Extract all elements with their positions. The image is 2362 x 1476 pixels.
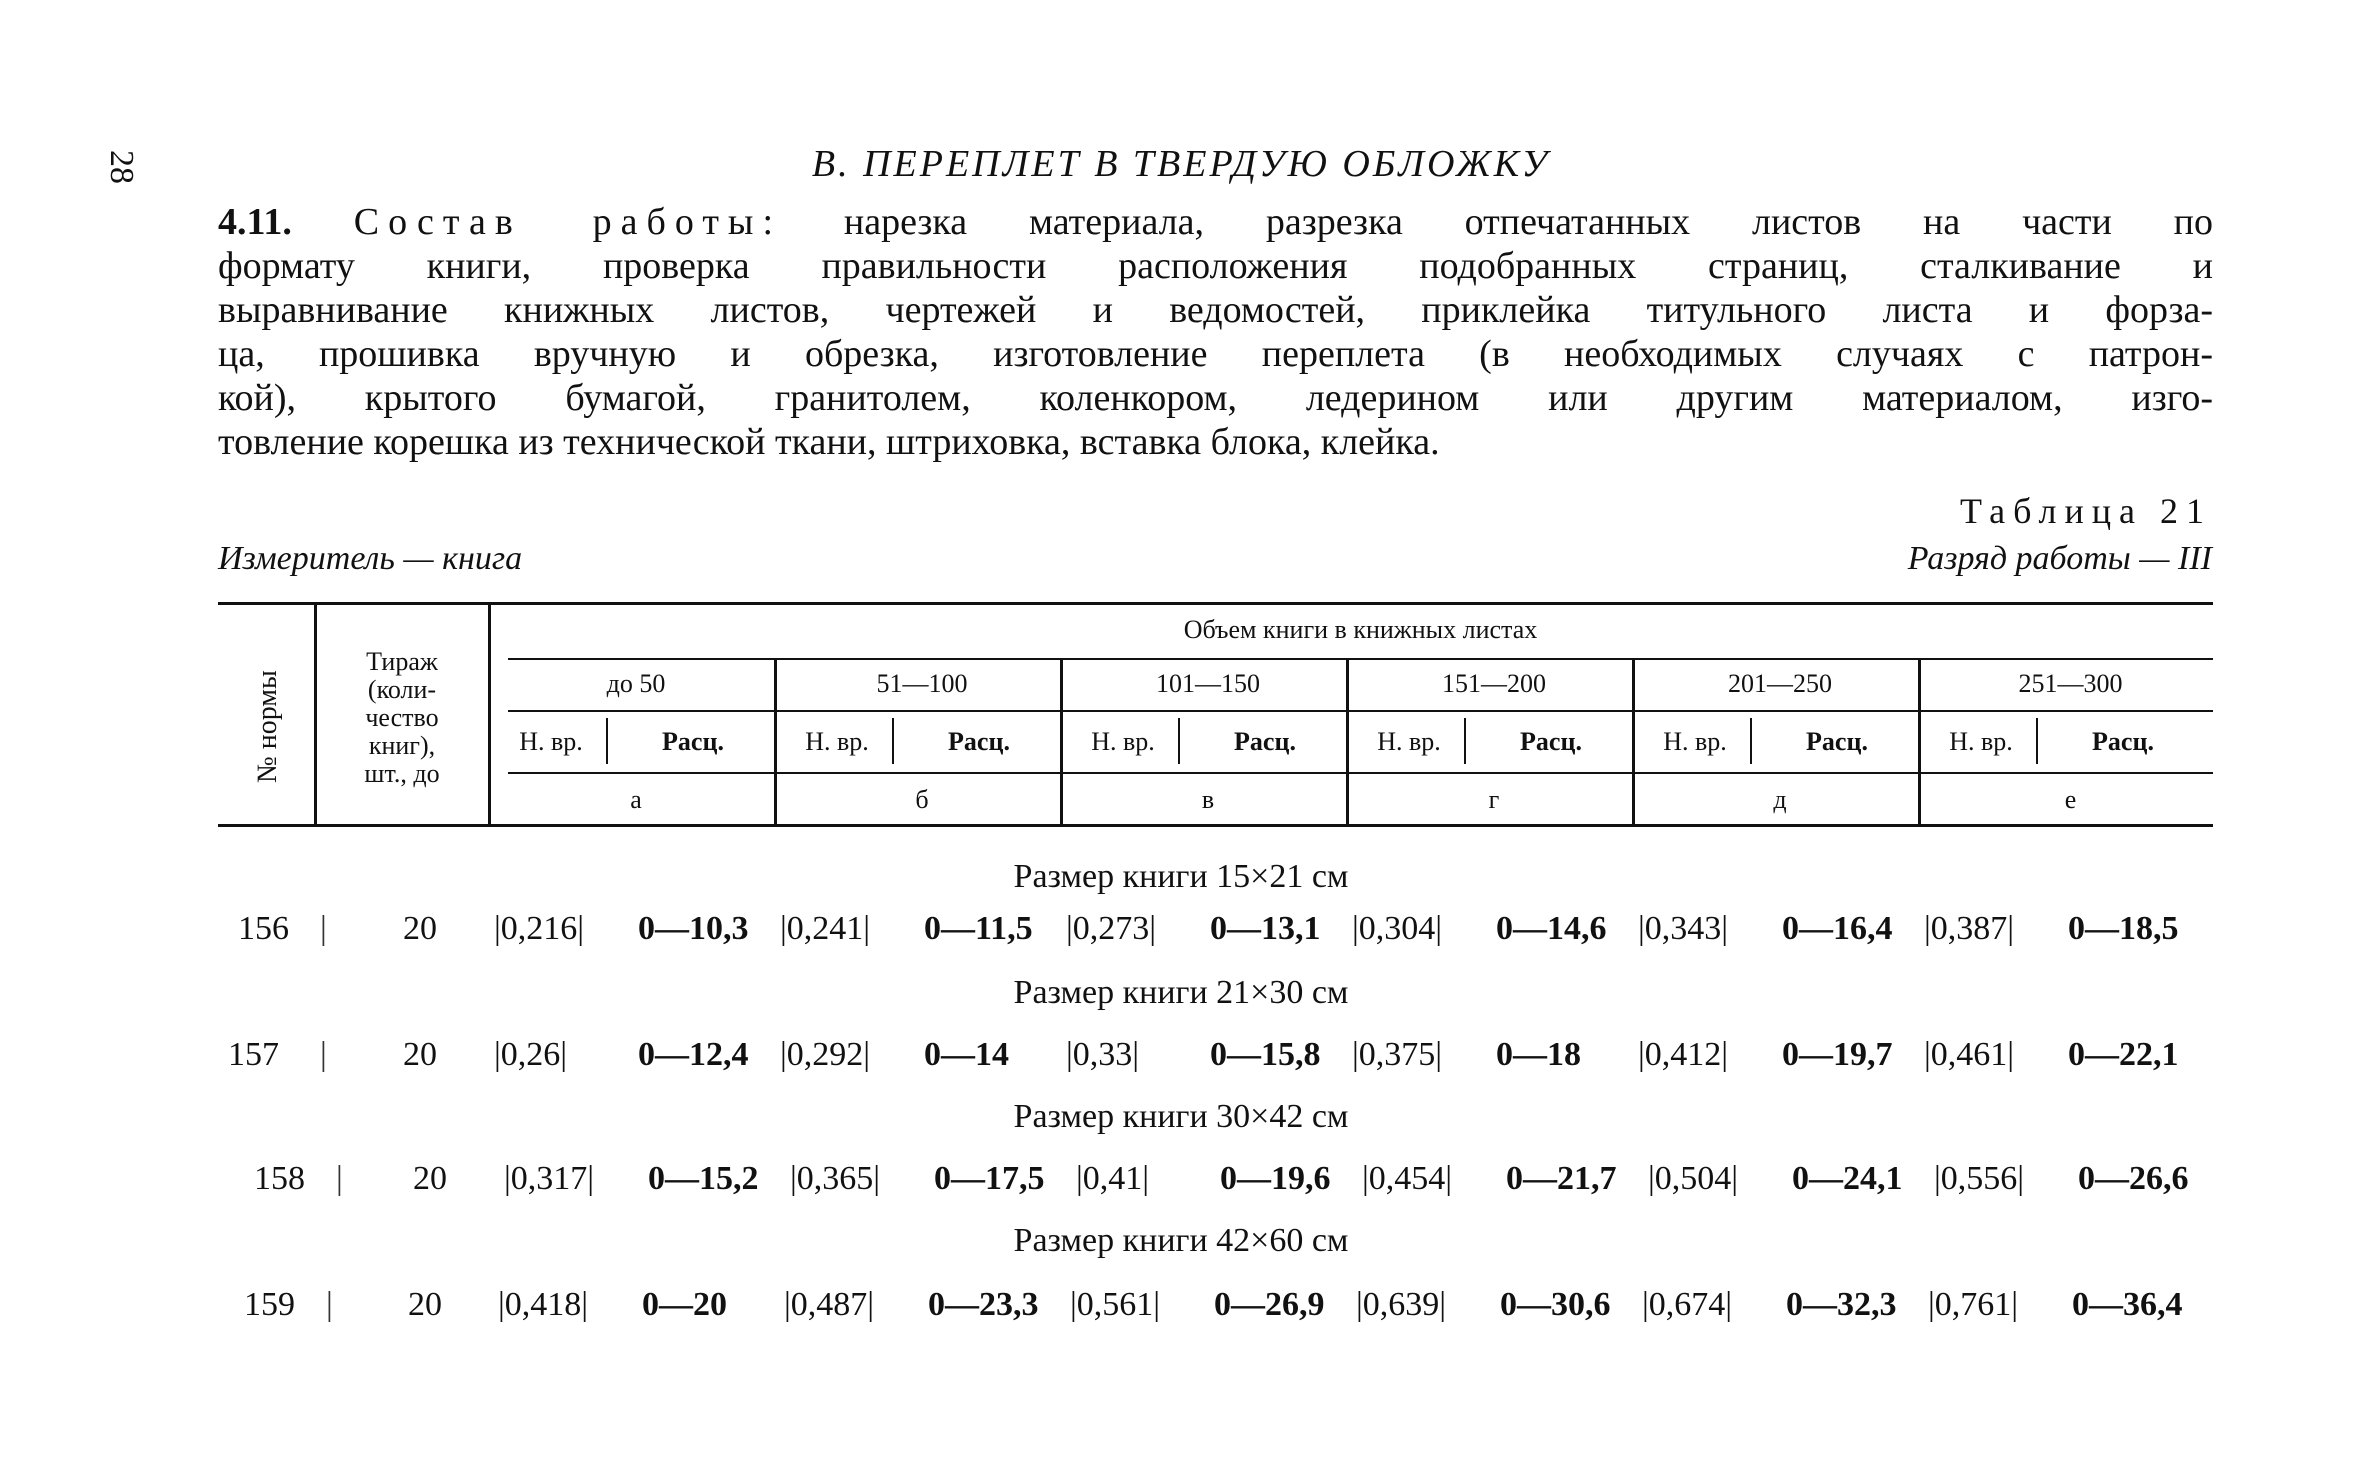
norm-number: 157 xyxy=(228,1036,279,1073)
paragraph-heading: Состав работы: xyxy=(353,201,783,243)
time-norm-value: |0,454| xyxy=(1362,1160,1453,1197)
time-norm-value: |0,556| xyxy=(1934,1160,2025,1197)
sub-divider xyxy=(892,718,894,764)
col-divider xyxy=(488,602,491,824)
group-title: Размер книги 21×30 см xyxy=(1013,974,1349,1011)
norm-number: 159 xyxy=(244,1286,295,1323)
time-norm-header: Н. вр. xyxy=(1091,727,1155,756)
rate-header: Расц. xyxy=(948,727,1010,756)
rate-value: 0—21,7 xyxy=(1506,1160,1617,1197)
top-rule xyxy=(218,602,2213,605)
range-rule xyxy=(508,710,2213,712)
volume-header: Объем книги в книжных листах xyxy=(1183,615,1538,644)
time-norm-value: |0,761| xyxy=(1928,1286,2019,1323)
time-norm-value: |0,241| xyxy=(780,910,871,947)
norm-number: 158 xyxy=(254,1160,305,1197)
column-letter: г xyxy=(1488,785,1500,814)
rate-value: 0—18 xyxy=(1496,1036,1581,1073)
rate-header: Расц. xyxy=(1520,727,1582,756)
circulation-value: 20 xyxy=(413,1160,447,1197)
time-norm-value: |0,343| xyxy=(1638,910,1729,947)
column-letter: б xyxy=(915,785,929,814)
paragraph-line-5: кой), крытого бумагой, гранитолем, коленкором, ледерином или другим материалом, изго- xyxy=(218,377,2213,419)
time-norm-value: |0,216| xyxy=(494,910,585,947)
time-norm-value: |0,412| xyxy=(1638,1036,1729,1073)
time-norm-value: |0,317| xyxy=(504,1160,595,1197)
time-norm-value: |0,304| xyxy=(1352,910,1443,947)
paragraph-line-1: 4.11. Состав работы: нарезка материала, разрезка отпечатанных листов на части по xyxy=(218,201,2214,243)
rate-value: 0—30,6 xyxy=(1500,1286,1611,1323)
work-description xyxy=(218,200,2213,464)
rate-value: 0—22,1 xyxy=(2068,1036,2179,1073)
col-divider xyxy=(1346,658,1349,824)
group-title: Размер книги 42×60 см xyxy=(1013,1222,1349,1259)
table-row: 157 | 20 |0,26| 0—12,4 |0,292| 0—14 |0,33| 0—15,8 |0,375| 0—18 |0,412| 0—19,7 |0,461| 0—22,1 xyxy=(228,1036,2179,1073)
rate-value: 0—36,4 xyxy=(2072,1286,2183,1323)
column-letter: в xyxy=(1201,785,1215,814)
circulation-value: 20 xyxy=(403,1036,437,1073)
rate-value: 0—20 xyxy=(642,1286,727,1323)
sub-divider xyxy=(1464,718,1466,764)
time-norm-value: |0,561| xyxy=(1070,1286,1161,1323)
table-caption: Таблица 21 xyxy=(1960,491,2212,531)
sub-divider xyxy=(2036,718,2038,764)
rate-value: 0—32,3 xyxy=(1786,1286,1897,1323)
rate-header: Расц. xyxy=(1234,727,1296,756)
rate-value: 0—17,5 xyxy=(934,1160,1045,1197)
column-letter: е xyxy=(2064,785,2077,814)
time-norm-header: Н. вр. xyxy=(805,727,869,756)
table-row: 159 | 20 |0,418| 0—20 |0,487| 0—23,3 |0,561| 0—26,9 |0,639| 0—30,6 |0,674| 0—32,3 |0,761| 0—36,4 xyxy=(244,1286,2183,1323)
rate-value: 0—10,3 xyxy=(638,910,749,947)
page-number: 28 xyxy=(103,150,140,184)
rate-value: 0—26,9 xyxy=(1214,1286,1325,1323)
table-row: 158 | 20 |0,317| 0—15,2 |0,365| 0—17,5 |0,41| 0—19,6 |0,454| 0—21,7 |0,504| 0—24,1 |0,556| 0—26,6 xyxy=(254,1160,2189,1197)
rate-value: 0—23,3 xyxy=(928,1286,1039,1323)
col-divider xyxy=(1060,658,1063,824)
time-norm-header: Н. вр. xyxy=(1663,727,1727,756)
volume-rule xyxy=(508,658,2213,660)
time-norm-value: |0,387| xyxy=(1924,910,2015,947)
paragraph-line-3: выравнивание книжных листов, чертежей и ведомостей, приклейка титульного листа и форза- xyxy=(218,289,2213,331)
rate-value: 0—19,7 xyxy=(1782,1036,1893,1073)
norm-number: 156 xyxy=(238,910,289,947)
rate-value: 0—16,4 xyxy=(1782,910,1893,947)
column-letter: д xyxy=(1773,785,1787,814)
bottom-rule xyxy=(218,824,2213,827)
time-norm-value: |0,273| xyxy=(1066,910,1157,947)
time-norm-header: Н. вр. xyxy=(1377,727,1441,756)
time-norm-header: Н. вр. xyxy=(519,727,583,756)
paragraph-line-2: формату книги, проверка правильности расположения подобранных страниц, сталкивание и xyxy=(218,245,2213,287)
time-norm-value: |0,461| xyxy=(1924,1036,2015,1073)
paragraph-number: 4.11. xyxy=(218,201,292,243)
time-norm-value: |0,504| xyxy=(1648,1160,1739,1197)
col-divider xyxy=(1632,658,1635,824)
work-grade: Разряд работы — III xyxy=(1907,540,2212,577)
column-letter: а xyxy=(630,785,642,814)
time-norm-value: |0,26| xyxy=(494,1036,568,1073)
group-title: Размер книги 30×42 см xyxy=(1013,1098,1349,1135)
table-row: 156 | 20 |0,216| 0—10,3 |0,241| 0—11,5 |0,273| 0—13,1 |0,304| 0—14,6 |0,343| 0—16,4 |0,387| 0—18,5 xyxy=(238,910,2179,947)
range-header: 201—250 xyxy=(1728,669,1832,698)
sub-divider xyxy=(606,718,608,764)
rate-value: 0—26,6 xyxy=(2078,1160,2189,1197)
group-title: Размер книги 15×21 см xyxy=(1013,858,1349,895)
sub-divider xyxy=(1750,718,1752,764)
rate-value: 0—14,6 xyxy=(1496,910,1607,947)
circulation-value: 20 xyxy=(403,910,437,947)
rate-value: 0—12,4 xyxy=(638,1036,749,1073)
rate-value: 0—11,5 xyxy=(924,910,1033,947)
range-header: 251—300 xyxy=(2018,669,2123,698)
measure-unit: Измеритель — книга xyxy=(218,540,523,577)
rate-header: Расц. xyxy=(1806,727,1868,756)
time-norm-header: Н. вр. xyxy=(1949,727,2013,756)
time-norm-value: |0,33| xyxy=(1066,1036,1140,1073)
rate-value: 0—18,5 xyxy=(2068,910,2179,947)
circulation-value: 20 xyxy=(408,1286,442,1323)
paragraph-line-6: товление корешка из технической ткани, штриховка, вставка блока, клейка. xyxy=(218,421,1440,463)
rate-header: Расц. xyxy=(662,727,724,756)
time-norm-value: |0,639| xyxy=(1356,1286,1447,1323)
sub-divider xyxy=(1178,718,1180,764)
circulation-header: Тираж (коли- чество книг), шт., до xyxy=(364,647,440,788)
rate-value: 0—19,6 xyxy=(1220,1160,1331,1197)
time-norm-value: |0,41| xyxy=(1076,1160,1150,1197)
time-norm-value: |0,365| xyxy=(790,1160,881,1197)
rate-value: 0—13,1 xyxy=(1210,910,1321,947)
section-title: В. ПЕРЕПЛЕТ В ТВЕРДУЮ ОБЛОЖКУ xyxy=(811,143,1551,185)
time-norm-value: |0,418| xyxy=(498,1286,589,1323)
col-divider xyxy=(1918,658,1921,824)
col-divider xyxy=(314,602,317,824)
sub-rule xyxy=(508,772,2213,774)
range-header: до 50 xyxy=(606,669,666,698)
time-norm-value: |0,292| xyxy=(780,1036,871,1073)
rate-value: 0—24,1 xyxy=(1792,1160,1903,1197)
time-norm-value: |0,487| xyxy=(784,1286,875,1323)
range-header: 51—100 xyxy=(876,669,968,698)
rate-header: Расц. xyxy=(2092,727,2154,756)
time-norm-value: |0,375| xyxy=(1352,1036,1443,1073)
range-header: 101—150 xyxy=(1156,669,1260,698)
norm-number-header: № нормы xyxy=(252,670,283,783)
rate-value: 0—14 xyxy=(924,1036,1009,1073)
range-header: 151—200 xyxy=(1442,669,1546,698)
rate-value: 0—15,8 xyxy=(1210,1036,1321,1073)
col-divider xyxy=(774,658,777,824)
paragraph-line-4: ца, прошивка вручную и обрезка, изготовление переплета (в необходимых случаях с патрон- xyxy=(218,333,2213,375)
table-header xyxy=(218,602,2213,828)
time-norm-value: |0,674| xyxy=(1642,1286,1733,1323)
rate-value: 0—15,2 xyxy=(648,1160,759,1197)
